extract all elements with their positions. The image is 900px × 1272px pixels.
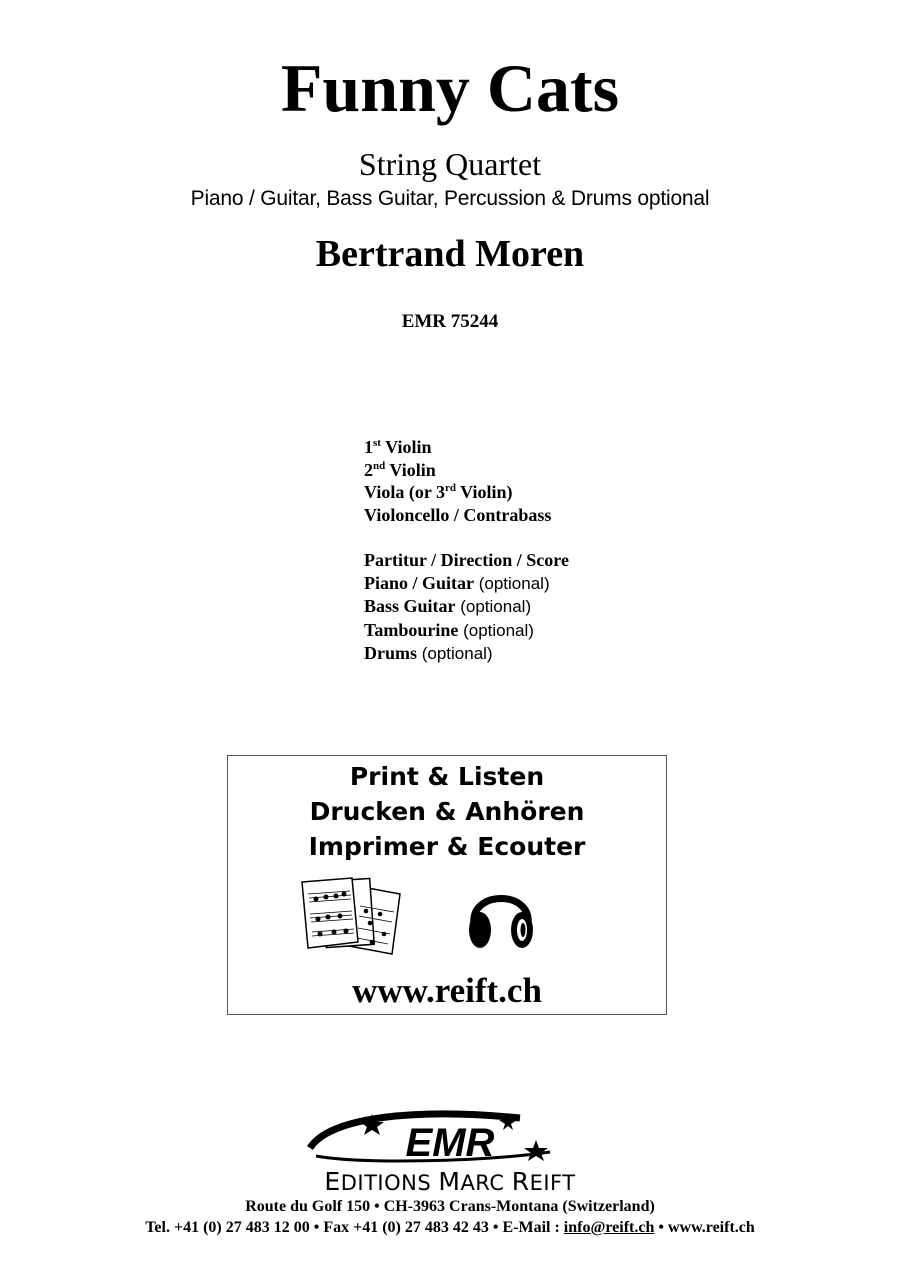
contact-website: • www.reift.ch [654,1219,755,1236]
print-listen-box [227,755,667,1015]
part-name-end: Violin) [456,482,513,502]
part-name: Tambourine [364,619,459,640]
composer: Bertrand Moren [315,233,585,275]
part-bass-guitar [364,595,569,619]
catalog-number: EMR 75244 [401,311,499,332]
sheet-music-icon [300,876,412,956]
publisher-word: ARC [460,1171,512,1195]
part-name: Bass Guitar [364,596,456,616]
part-ordinal: st [373,437,381,449]
publisher-initial: E [324,1167,341,1196]
publisher-address: Route du Golf 150 • CH-3963 Crans-Montana (Switzerland) [245,1198,655,1215]
part-name: Partitur / Direction / Score [364,550,569,570]
contact-phone-fax: Tel. +41 (0) 27 483 12 00 • Fax +41 (0) 27 483 42 43 • E-Mail : [145,1219,564,1236]
publisher-initial: R [511,1167,530,1196]
print-listen-fr: Imprimer & Ecouter [308,832,586,861]
publisher-word: DITIONS [340,1171,439,1195]
part-name: Piano / Guitar [364,572,475,593]
part-ordinal: rd [445,482,456,494]
optional-note: (optional) [417,644,493,663]
title: Funny Cats [280,50,620,126]
parts-list [364,436,569,666]
part-name: Drums [364,643,417,663]
part-ordinal: nd [373,459,386,472]
part-piano-guitar [364,572,569,596]
part-num: 1 [364,437,373,457]
part-num: 2 [364,459,373,480]
part-violin-1 [364,436,569,459]
publisher-name [0,1167,900,1196]
part-drums [364,642,569,666]
part-name: Violin [385,459,436,480]
print-listen-en: Print & Listen [349,762,545,791]
star-icon [524,1140,548,1161]
optional-note: (optional) [455,597,532,616]
part-tambourine [364,619,569,643]
optional-instruments: Piano / Guitar, Bass Guitar, Percussion & Drums optional [190,187,710,210]
optional-note: (optional) [474,573,550,593]
part-viola [364,481,569,504]
optional-note: (optional) [458,620,534,640]
headphones-icon [466,878,536,954]
publisher-word: EIFT [529,1171,576,1195]
email-link[interactable]: info@reift.ch [563,1219,655,1236]
publisher-contact [0,1218,900,1238]
part-score [364,549,569,572]
publisher-initial: M [438,1167,461,1196]
part-cello [364,504,569,527]
print-listen-de: Drucken & Anhören [309,797,585,826]
part-name: Viola (or 3 [364,482,445,502]
part-name: Violin [380,437,432,457]
part-name: Violoncello / Contrabass [364,504,552,525]
part-violin-2 [364,459,569,482]
logo-text: EMR [405,1121,495,1165]
subtitle: String Quartet [358,146,542,182]
website-url: www.reift.ch [352,971,542,1010]
